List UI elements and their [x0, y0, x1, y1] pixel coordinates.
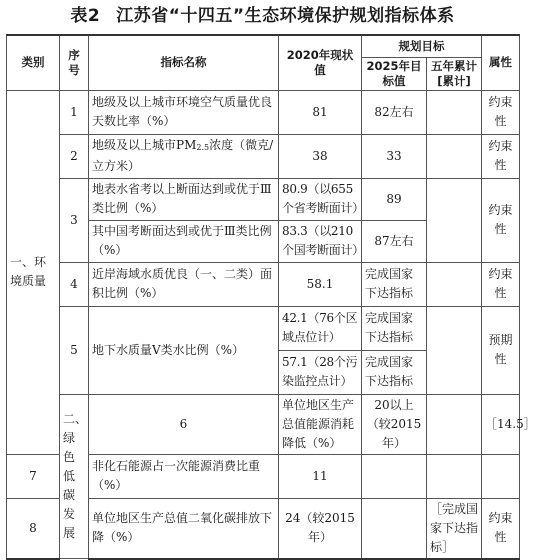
header-target-group: 规划目标: [362, 35, 482, 57]
table-row: [7, 134, 520, 178]
row-target: 完成国家下达指标: [362, 262, 427, 306]
row-indicator: [89, 134, 279, 178]
row-target: [362, 498, 427, 559]
row-status: 11: [279, 454, 362, 498]
header-target-2025: 2025年目标值: [362, 57, 427, 90]
header-index: 序号: [60, 35, 89, 90]
table-title-text: 江苏省“十四五”生态环境保护规划指标体系: [116, 6, 455, 26]
row-cumulative: [427, 178, 482, 262]
table-row: [7, 306, 520, 350]
row-target: 完成国家下达指标: [362, 306, 427, 350]
row-cumulative: ［完成国家下达指标］: [427, 498, 482, 559]
row-attribute: 约束性: [482, 262, 520, 306]
row-attribute: 约束性: [482, 134, 520, 178]
pm-unit: 浓度（微克/立方米）: [92, 138, 274, 173]
row-indicator: 非化石能源占一次能源消费比重（%）: [89, 454, 279, 498]
row-indicator: 其中国考断面达到或优于Ⅲ类比例（%）: [89, 220, 279, 262]
row-target: 33: [362, 134, 427, 178]
row-status: 81: [279, 90, 362, 134]
row-cumulative: [427, 134, 482, 178]
row-status: 38: [279, 134, 362, 178]
row-target: 89: [362, 178, 427, 220]
pm-subscript: 2.5: [196, 143, 210, 152]
table-row: [7, 394, 520, 454]
pm-label: 地级及以上城市PM: [92, 138, 197, 152]
header-status-2020: 2020年现状值: [279, 35, 362, 90]
row-attribute: 约束性: [482, 178, 520, 262]
row-index: 7: [7, 454, 60, 498]
row-cumulative: [427, 262, 482, 306]
row-status: 58.1: [279, 262, 362, 306]
row-cumulative: [427, 90, 482, 134]
table-number: 表2: [70, 6, 101, 26]
row-indicator: 地级及以上城市环境空气质量优良天数比率（%）: [89, 90, 279, 134]
row-target: 87左右: [362, 220, 427, 262]
row-status: 24（较2015年）: [279, 498, 362, 559]
header-target-5yr: 五年累计[累计]: [427, 57, 482, 90]
indicator-table: [6, 34, 536, 560]
row-index: 6: [89, 394, 279, 454]
row-index: 3: [60, 178, 89, 262]
row-indicator: 地表水省考以上断面达到或优于Ⅲ类比例（%）: [89, 178, 279, 220]
category-env-quality: 一、环境质量: [7, 90, 60, 454]
header-category: 类别: [7, 35, 60, 90]
table-row: [7, 90, 520, 134]
row-status: 57.1（28个污染监控点计）: [279, 350, 362, 394]
row-index: 8: [7, 498, 60, 559]
row-indicator: 单位地区生产总值二氧化碳排放下降（%）: [89, 498, 279, 559]
row-status: 42.1（76个区域点位计）: [279, 306, 362, 350]
row-status: 83.3（以210个国考断面计）: [279, 220, 362, 262]
row-indicator: 近岸海域水质优良（一、二类）面积比例（%）: [89, 262, 279, 306]
row-status: 80.9（以655个省考断面计）: [279, 178, 362, 220]
row-target: 82左右: [362, 90, 427, 134]
row-index: 5: [60, 306, 89, 394]
header-indicator: 指标名称: [89, 35, 279, 90]
row-index: 1: [60, 90, 89, 134]
row-target: 完成国家下达指标: [362, 350, 427, 394]
row-index: 4: [60, 262, 89, 306]
table-row: [7, 262, 520, 306]
row-target: [427, 394, 482, 454]
row-index: 2: [60, 134, 89, 178]
row-cumulative: [427, 306, 482, 394]
row-status: 20以上（较2015年）: [362, 394, 427, 454]
table-title: [0, 4, 525, 28]
row-attribute: 约束性: [482, 90, 520, 134]
row-indicator: 地下水质量Ⅴ类水比例（%）: [89, 306, 279, 394]
row-attribute: 约束性: [482, 498, 520, 559]
header-attribute: 属性: [482, 35, 520, 90]
header-row: [7, 35, 520, 57]
row-cumulative: [427, 454, 482, 498]
row-attribute: 预期性: [482, 306, 520, 394]
row-cumulative: ［14.5］: [482, 394, 520, 454]
row-target: [362, 454, 427, 498]
table-row: [7, 178, 520, 220]
category-green-low-carbon: 二、绿色低碳发展: [60, 394, 89, 559]
row-indicator: 单位地区生产总值能源消耗降低（%）: [279, 394, 362, 454]
